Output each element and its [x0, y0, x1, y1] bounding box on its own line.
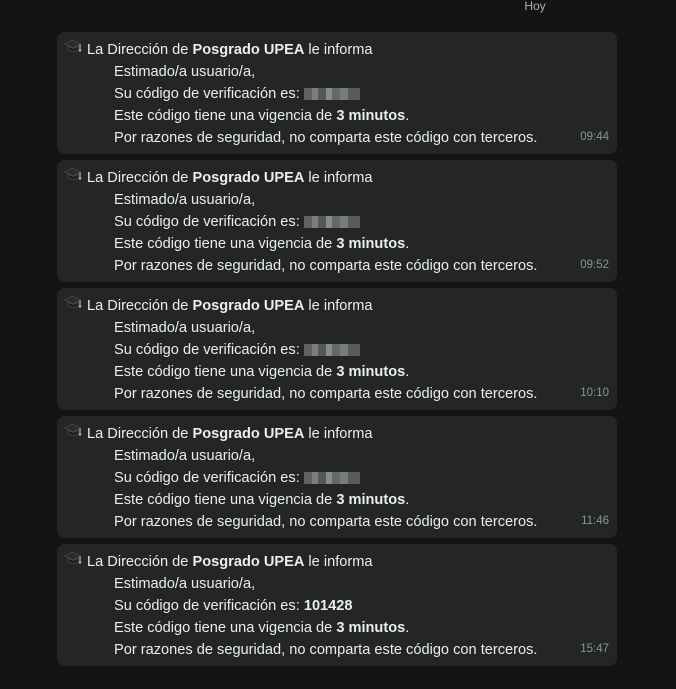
- message-validity-line: [64, 233, 607, 255]
- redacted-code: [304, 216, 360, 228]
- message-code-line: [64, 83, 607, 105]
- message-bubble[interactable]: [57, 544, 617, 666]
- validity-suffix: .: [405, 364, 410, 380]
- message-bubble[interactable]: [57, 160, 617, 282]
- message-greeting: Estimado/a usuario/a,: [114, 192, 256, 208]
- message-validity-line: [64, 105, 607, 127]
- validity-suffix: .: [405, 236, 410, 252]
- message-header: [64, 166, 607, 189]
- message-greeting: Estimado/a usuario/a,: [114, 320, 256, 336]
- message-sender: Posgrado UPEA: [192, 42, 305, 58]
- code-label: Su código de verificación es:: [114, 342, 304, 358]
- verification-code: 101428: [303, 598, 353, 614]
- message-time: 10:10: [580, 387, 609, 399]
- validity-duration: 3 minutos: [336, 492, 406, 508]
- message-suffix: le informa: [304, 298, 373, 314]
- redacted-code: [304, 472, 360, 484]
- validity-prefix: Este código tiene una vigencia de: [114, 620, 337, 636]
- graduation-cap-icon: [64, 551, 82, 574]
- validity-duration: 3 minutos: [336, 108, 406, 124]
- message-warning: Por razones de seguridad, no comparta este código con terceros.: [114, 258, 538, 274]
- message-sender: Posgrado UPEA: [192, 170, 305, 186]
- message-header: [64, 294, 607, 317]
- redacted-code: [304, 344, 360, 356]
- message-code-line: [64, 467, 607, 489]
- message-header: [64, 38, 607, 61]
- redacted-code: [304, 88, 360, 100]
- code-label: Su código de verificación es:: [114, 470, 304, 486]
- message-sender: Posgrado UPEA: [192, 298, 305, 314]
- graduation-cap-icon: [64, 167, 82, 190]
- message-warning: Por razones de seguridad, no comparta este código con terceros.: [114, 642, 538, 658]
- message-bubble[interactable]: [57, 416, 617, 538]
- message-header: [64, 550, 607, 573]
- validity-duration: 3 minutos: [336, 620, 406, 636]
- message-warning: Por razones de seguridad, no comparta este código con terceros.: [114, 386, 538, 402]
- message-validity-line: [64, 617, 607, 639]
- message-suffix: le informa: [304, 42, 373, 58]
- message-sender: Posgrado UPEA: [192, 554, 305, 570]
- validity-prefix: Este código tiene una vigencia de: [114, 492, 337, 508]
- validity-suffix: .: [405, 492, 410, 508]
- message-validity-line: [64, 361, 607, 383]
- message-greeting: Estimado/a usuario/a,: [114, 448, 256, 464]
- message-suffix: le informa: [304, 554, 373, 570]
- validity-duration: 3 minutos: [336, 236, 406, 252]
- message-greeting: Estimado/a usuario/a,: [114, 576, 256, 592]
- validity-prefix: Este código tiene una vigencia de: [114, 108, 337, 124]
- code-label: Su código de verificación es:: [114, 86, 304, 102]
- message-prefix: La Dirección de: [87, 554, 193, 570]
- message-list[interactable]: [57, 32, 617, 672]
- code-label: Su código de verificación es:: [114, 598, 304, 614]
- validity-suffix: .: [405, 108, 410, 124]
- message-greeting: Estimado/a usuario/a,: [114, 64, 256, 80]
- message-prefix: La Dirección de: [87, 426, 193, 442]
- message-time: 09:44: [580, 131, 609, 143]
- message-time: 15:47: [580, 643, 609, 655]
- day-separator: Hoy: [524, 0, 546, 13]
- message-code-line: [64, 339, 607, 361]
- validity-suffix: .: [405, 620, 410, 636]
- message-code-line: [64, 211, 607, 233]
- message-time: 11:46: [581, 515, 609, 527]
- message-bubble[interactable]: [57, 32, 617, 154]
- validity-prefix: Este código tiene una vigencia de: [114, 364, 337, 380]
- message-time: 09:52: [580, 259, 609, 271]
- graduation-cap-icon: [64, 423, 82, 446]
- validity-prefix: Este código tiene una vigencia de: [114, 236, 337, 252]
- message-prefix: La Dirección de: [87, 42, 193, 58]
- message-warning: Por razones de seguridad, no comparta este código con terceros.: [114, 514, 538, 530]
- message-bubble[interactable]: [57, 288, 617, 410]
- message-warning: Por razones de seguridad, no comparta este código con terceros.: [114, 130, 538, 146]
- message-sender: Posgrado UPEA: [192, 426, 305, 442]
- message-header: [64, 422, 607, 445]
- message-prefix: La Dirección de: [87, 298, 193, 314]
- validity-duration: 3 minutos: [336, 364, 406, 380]
- message-suffix: le informa: [304, 426, 373, 442]
- message-prefix: La Dirección de: [87, 170, 193, 186]
- message-code-line: [64, 595, 607, 617]
- graduation-cap-icon: [64, 295, 82, 318]
- message-suffix: le informa: [304, 170, 373, 186]
- graduation-cap-icon: [64, 39, 82, 62]
- code-label: Su código de verificación es:: [114, 214, 304, 230]
- message-validity-line: [64, 489, 607, 511]
